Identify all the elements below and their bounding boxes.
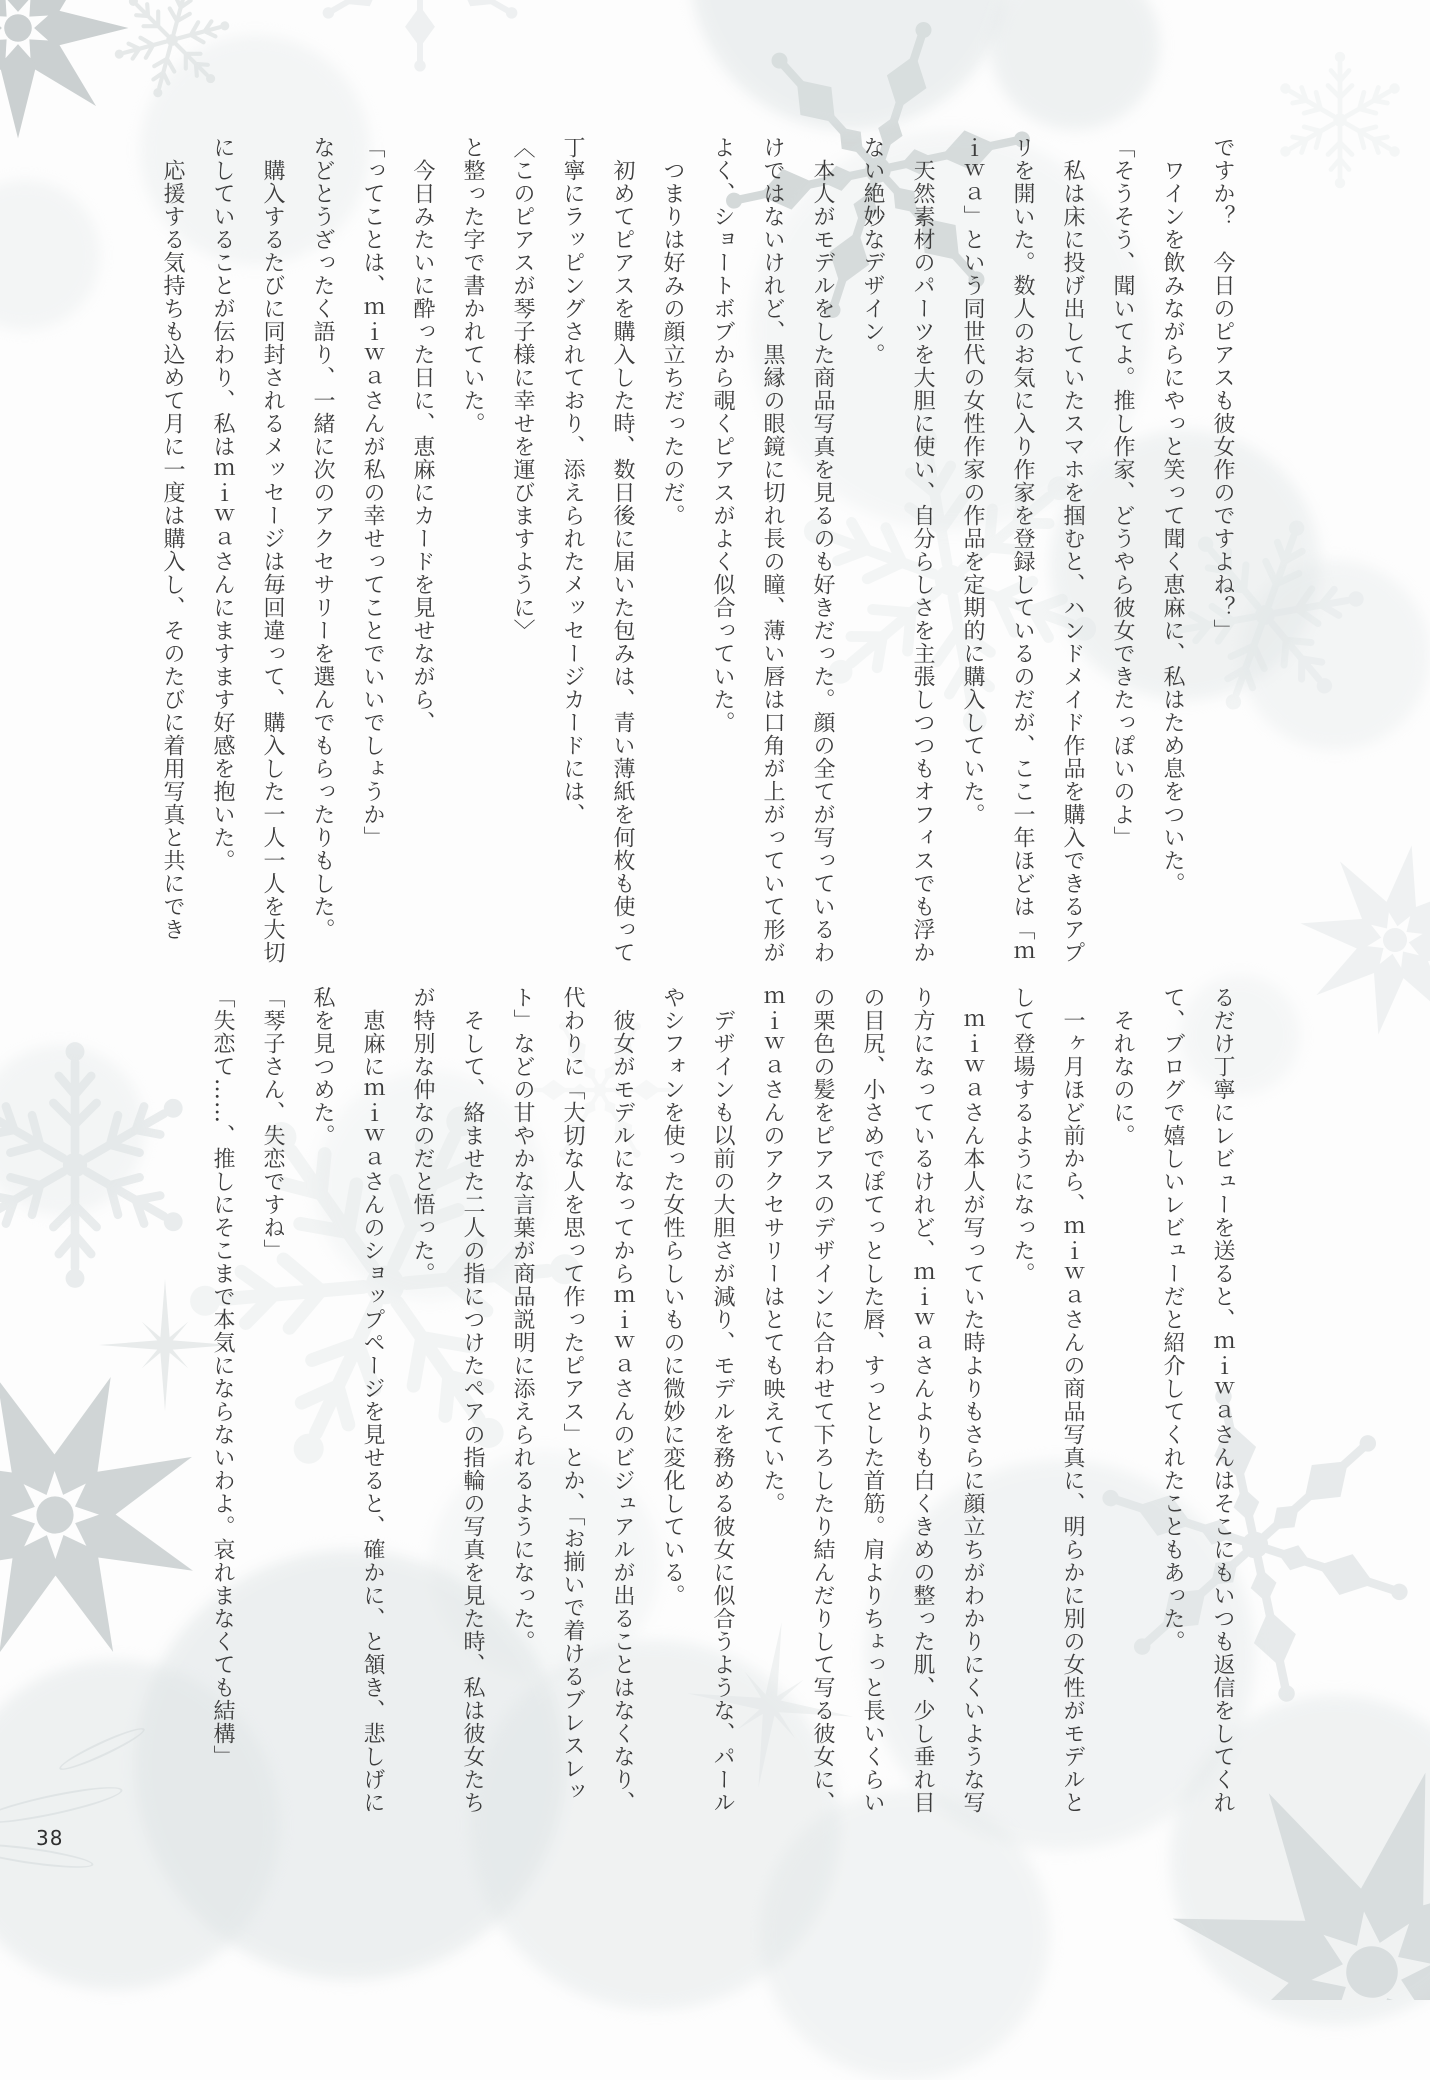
page-number: 38 [36,1826,64,1850]
paragraph: 「失恋て……、推しにそこまで本気にならないわよ。哀れまなくても結構」 [210,986,235,1768]
paragraph: ｍｉｗａさん本人が写っていた時よりもさらに顔立ちがわかりにくいような写り方になっているけれど、ｍｉｗａさんよりも白くきめの整った肌、少し垂れ目の目尻、小さめでぽてっとした唇、すっとした首筋。肩よりちょっと長いくらいの栗色の髪をピアスのデザインに合わせて下ろしたり結んだりして写る彼女に、ｍｉｗａさんのアクセサリーはとても映えていた。 [760,986,985,1814]
bokeh-circle [0,180,100,330]
paragraph: 購入するたびに同封されるメッセージは毎回違って、購入した一人一人を大切にしていることが伝わり、私はｍｉｗａさんにますます好感を抱いた。 [210,136,285,964]
paragraph: ですか？ 今日のピアスも彼女作のですよね？」 [1210,136,1235,642]
paragraph: 彼女がモデルになってからｍｉｗａさんのビジュアルが出ることはなくなり、代わりに「大切な人を思って作ったピアス」とか、「お揃いで着けるブレスレット」などの甘やかな言葉が商品説明に添えられるようになった。 [510,986,635,1814]
paragraph: 今日みたいに酔った日に、恵麻にカードを見せながら、 [410,136,435,734]
paragraph: 一ヶ月ほど前から、ｍｉｗａさんの商品写真に、明らかに別の女性がモデルとして登場するようになった。 [1010,986,1085,1814]
paragraph: 恵麻にｍｉｗａさんのショップページを見せると、確かに、と頷き、悲しげに私を見つめた。 [310,986,385,1814]
paragraph: つまりは好みの顔立ちだったのだ。 [660,136,685,527]
paragraph: 私は床に投げ出していたスマホを掴むと、ハンドメイド作品を購入できるアプリを開いた。数人のお気に入り作家を登録しているのだが、ここ一年ほどは「ｍｉｗａ」という同世代の女性作家の作品を定期的に購入していた。 [960,136,1085,964]
bokeh-circle [690,0,1010,130]
paragraph: デザインも以前の大胆さが減り、モデルを務める彼女に似合うような、パールやシフォンを使った女性らしいものに微妙に変化している。 [660,986,735,1814]
bokeh-circle [760,1790,1050,2080]
paragraph: ワインを飲みながらにやっと笑って聞く恵麻に、私はため息をついた。 [1160,136,1185,895]
paragraph: 〈このピアスが琴子様に幸せを運びますように〉 [510,136,535,642]
paragraph: 本人がモデルをした商品写真を見るのも好きだった。顔の全てが写っているわけではないけれど、黒縁の眼鏡に切れ長の瞳、薄い唇は口角が上がっていて形がよく、ショートボブから覗くピアスがよく似合っていた。 [710,136,835,964]
paragraph: 天然素材のパーツを大胆に使い、自分らしさを主張しつつもオフィスでも浮かない絶妙なデザイン。 [860,136,935,964]
paragraph: 「そうそう、聞いてよ。推し作家、どうやら彼女できたっぽいのよ」 [1110,136,1135,849]
paragraph: 応援する気持ちも込めて月に一度は購入し、そのたびに着用写真と共にでき [160,136,185,941]
paragraph: それなのに。 [1110,986,1135,1147]
paragraph: 「ってことは、ｍｉｗａさんが私の幸せってことでいいでしょうか」 [360,136,385,849]
paragraph: 初めてピアスを購入した時、数日後に届いた包みは、青い薄紙を何枚も使って丁寧にラッピングされており、添えられたメッセージカードには、 [560,136,635,964]
bokeh-circle [0,1045,145,1215]
bokeh-circle [990,0,1160,130]
paragraph: そして、絡ませた二人の指につけたペアの指輪の写真を見た時、私は彼女たちが特別な仲なのだと悟った。 [410,986,485,1814]
paragraph: 「琴子さん、失恋ですね」 [260,986,285,1262]
paragraph: と整った字で書かれていた。 [460,136,485,435]
paragraph: などとうざったく語り、一緒に次のアクセサリーを選んでもらったりもした。 [310,136,335,941]
paragraph: るだけ丁寧にレビューを送ると、ｍｉｗａさんはそこにもいつも返信をしてくれて、ブログで嬉しいレビューだと紹介してくれたこともあった。 [1160,986,1235,1814]
text-band-upper [141,136,1247,980]
text-band-lower [141,986,1247,1830]
bokeh-circle [1240,560,1430,750]
